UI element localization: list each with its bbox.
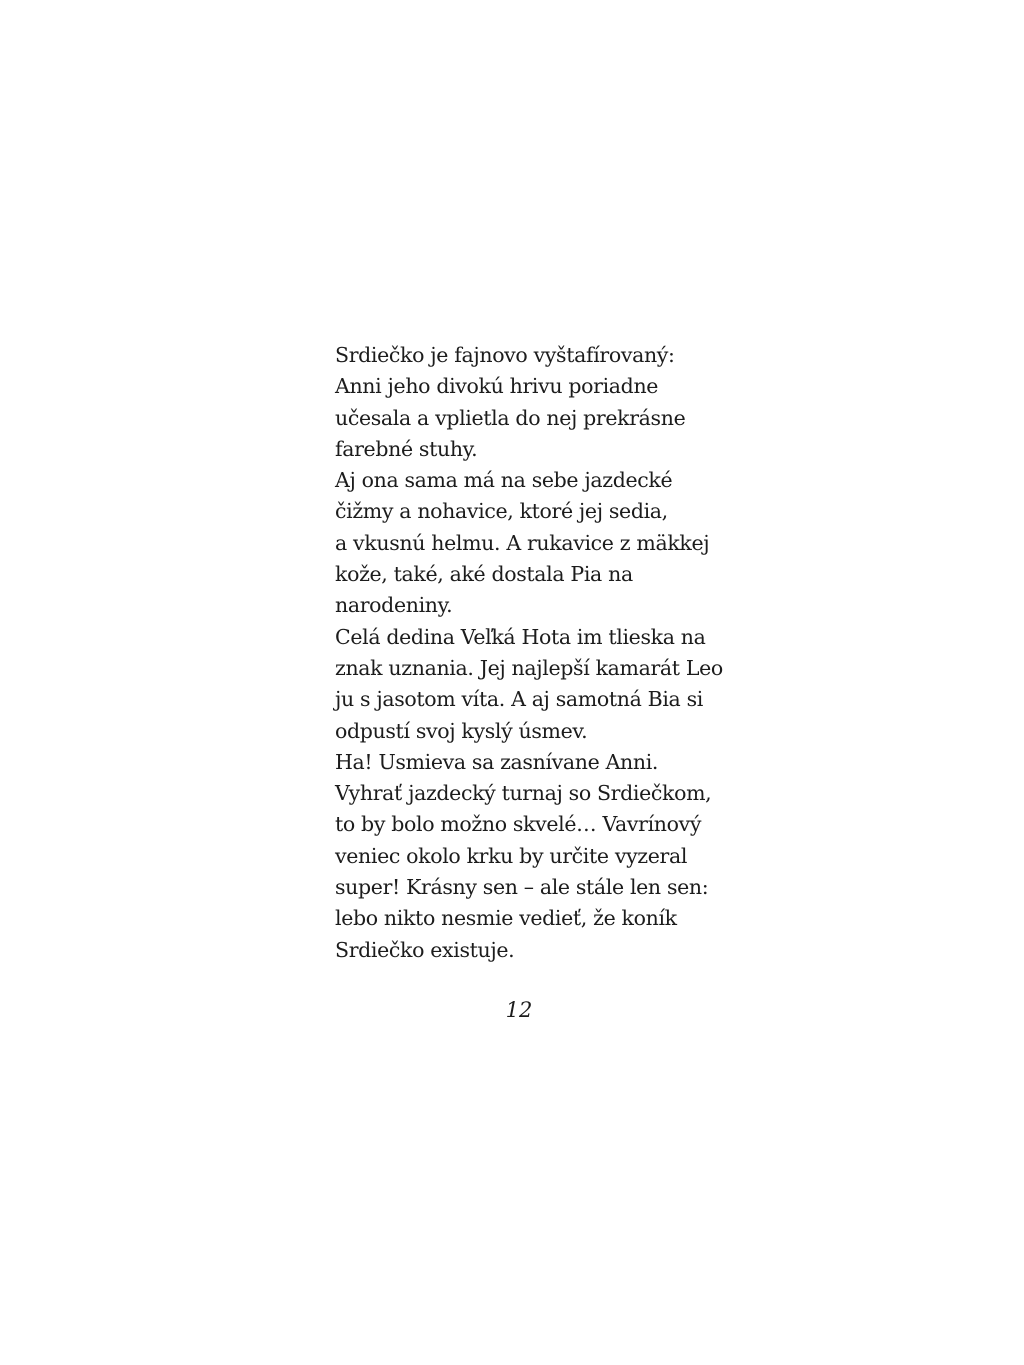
text-line: Celá dedina Veľká Hota im tlieska na (335, 624, 706, 649)
text-line: narodeniny. (335, 593, 453, 618)
text-line: Anni jeho divokú hrivu poriadne (335, 374, 659, 399)
text-line: ju s jasotom víta. A aj samotná Bia si (335, 687, 703, 712)
text-line: Srdiečko je fajnovo vyštafírovaný: (335, 343, 675, 367)
text-line: super! Krásny sen – ale stále len sen: (335, 875, 709, 900)
text-line: Srdiečko existuje. (335, 937, 515, 962)
text-line: veniec okolo krku by určite vyzeral (335, 843, 688, 868)
text-line: Aj ona sama má na sebe jazdecké (335, 468, 673, 493)
text-line: odpustí svoj kyslý úsmev. (335, 718, 588, 743)
text-line: učesala a vplietla do nej prekrásne (335, 405, 686, 430)
text-line: to by bolo možno skvelé… Vavrínový (335, 812, 702, 837)
text-line: Ha! Usmieva sa zasnívane Anni. (335, 749, 659, 774)
text-line: čižmy a nohavice, ktoré jej sedia, (335, 499, 668, 524)
text-line: znak uznania. Jej najlepší kamarát Leo (335, 655, 723, 680)
text-line: a vkusnú helmu. A rukavice z mäkkej (335, 530, 710, 555)
text-line: kože, také, aké dostala Pia na (335, 562, 633, 587)
page-number: 12 (505, 998, 533, 1022)
text-line: Vyhrať jazdecký turnaj so Srdiečkom, (335, 781, 712, 806)
text-line: lebo nikto nesmie vedieť, že koník (335, 906, 677, 931)
body-text (335, 340, 723, 966)
text-line: farebné stuhy. (335, 436, 478, 461)
